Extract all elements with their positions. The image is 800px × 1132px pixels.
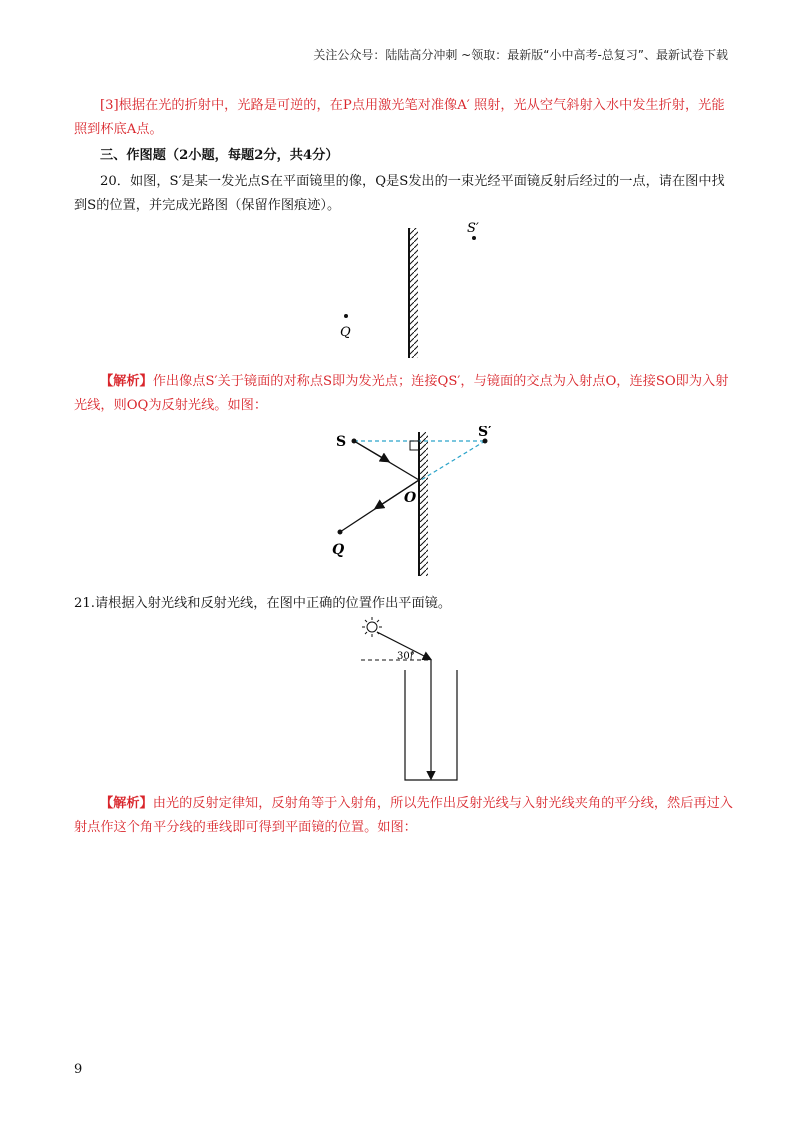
label-s-prime: S′: [467, 221, 479, 236]
label-s: S: [336, 434, 347, 450]
analysis-tag: 【解析】: [100, 374, 153, 389]
q20-analysis: [74, 370, 734, 418]
q21-figure: [355, 614, 465, 786]
label-o: O: [404, 490, 417, 506]
q20-solution-figure: [330, 426, 510, 584]
page-header: 关注公众号：陆陆高分冲刺 ~领取：最新版“小中高考-总复习”、最新试卷下载: [313, 48, 728, 62]
sun-icon: [362, 617, 382, 637]
q20-figure: [330, 218, 500, 360]
label-q: Q: [340, 325, 351, 340]
page-number: 9: [74, 1062, 83, 1077]
label-s-prime: S′: [478, 426, 492, 440]
label-q: Q: [332, 542, 345, 558]
point-s-prime: [472, 236, 476, 240]
q19-answer: [3]根据在光的折射中，光路是可逆的，在P点用激光笔对准像A′ 照射，光从空气斜射入水中发生折射，光能照到杯底A点。: [74, 98, 725, 137]
right-angle-mark: [410, 441, 419, 450]
section-title: 三、作图题（2小题，每题2分，共4分）: [100, 148, 339, 163]
q21-analysis: [74, 792, 734, 840]
q21-text: 21.请根据入射光线和反射光线，在图中正确的位置作出平面镜。: [74, 596, 452, 611]
analysis-text: 由光的反射定律知，反射角等于入射角，所以先作出反射光线与入射光线夹角的平分线，然后再过入射点作这个角平分线的垂线即可得到平面镜的位置。如图：: [74, 796, 733, 835]
mirror-hatch: [420, 432, 428, 576]
mirror-hatch: [410, 228, 418, 358]
analysis-tag: 【解析】: [100, 796, 153, 811]
angle-label: 30°: [397, 651, 415, 662]
q20-text: 20．如图，S′是某一发光点S在平面镜里的像，Q是S发出的一束光经平面镜反射后经过的一点，请在图中找到S的位置，并完成光路图（保留作图痕迹）。: [74, 174, 725, 213]
incident-arrow: [354, 441, 388, 461]
analysis-text: 作出像点S′关于镜面的对称点S即为发光点；连接QS′，与镜面的交点为入射点O，连接SO即为入射光线，则OQ为反射光线。如图：: [74, 374, 729, 413]
extension-dashed-line: [421, 441, 485, 480]
point-q: [344, 314, 348, 318]
